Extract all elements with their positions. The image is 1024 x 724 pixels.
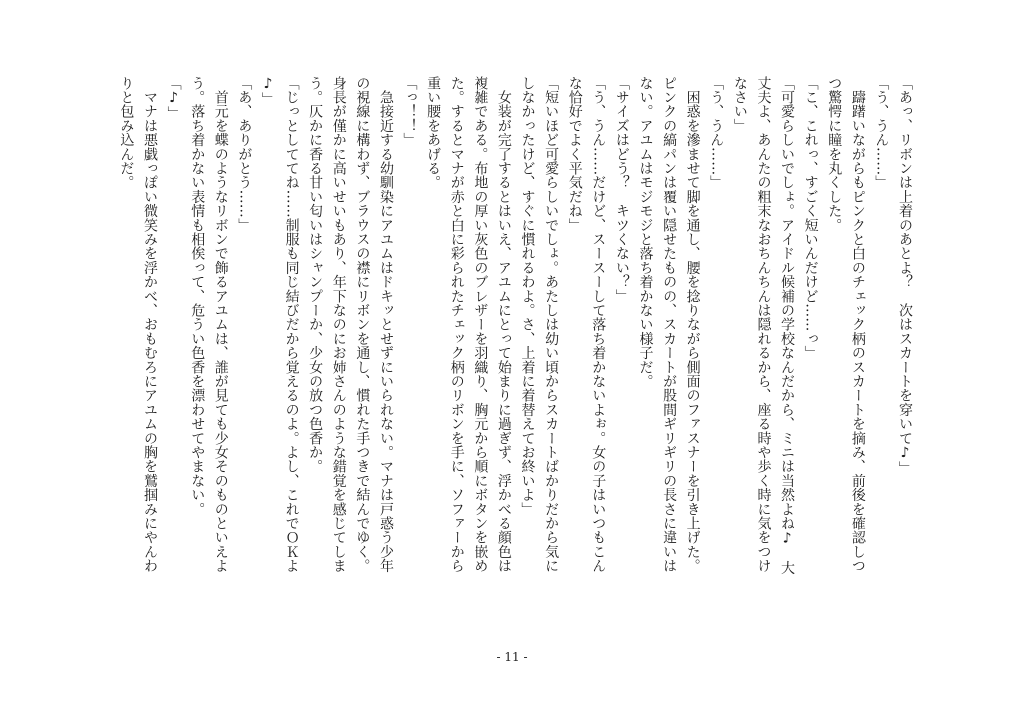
text-line: りと包み込んだ。	[118, 76, 135, 190]
text-line: 「あ、ありがとう……」	[236, 76, 253, 233]
text-line: の視線に構わず、ブラウスの襟にリボンを通し、慣れた手つきで結んでゆく。	[354, 76, 371, 573]
text-line: 「あっ、リボンは上着のあとよ？ 次はスカートを穿いて♪」	[897, 76, 913, 476]
text-line: 「こ、これっ、すごく短いんだけど……っ」	[802, 76, 819, 360]
text-line: 躊躇いながらもピンクと白のチェック柄のスカートを摘み、前後を確認しつ	[849, 76, 866, 573]
text-line: ない。アユムはモジモジと落ち着かない様子だ。	[637, 76, 654, 389]
text-line: 丈夫よ、あんたの粗末なおちんちんは隠れるから、座る時や歩く時に気をつけ	[755, 76, 772, 573]
text-line: た。するとマナが赤と白に彩られたチェック柄のリボンを手に、ソファーから	[448, 76, 465, 573]
text-line: しなかったけど、すぐに慣れるわよ。さ、上着に着替えてお終いよ」	[519, 76, 536, 517]
text-line: なさい」	[731, 76, 748, 133]
text-line: 複雑である。布地の厚い灰色のブレザーを羽織り、胸元から順にボタンを嵌め	[472, 76, 489, 573]
text-line: 身長が僅かに高いせいもあり、年下なのにお姉さんのような錯覚を感じてしま	[330, 76, 347, 573]
text-line: つ驚愕に瞳を丸くした。	[826, 76, 843, 233]
page-number: - 11 -	[496, 650, 528, 664]
text-line: 「可愛らしいでしょ。アイドル候補の学校なんだから、ミニは当然よね♪ 大	[779, 76, 796, 575]
text-line: 首元を蝶のようなリボンで飾るアユムは、誰が見ても少女そのものといえよ	[212, 76, 229, 573]
text-line: ♪」	[259, 76, 276, 107]
text-line: 「っ！！」	[401, 76, 418, 147]
text-line: ピンクの縞パンは覆い隠せたものの、スカートが股間ギリギリの長さに違いは	[661, 76, 678, 573]
text-line: 「サイズはどう？ キツくない？」	[613, 76, 630, 304]
text-line: う。仄かに香る甘い匂いはシャンプーか、少女の放つ色香か。	[307, 76, 324, 474]
text-line: な恰好でよく平気だね」	[566, 76, 583, 233]
text-line: 困惑を滲ませて脚を通し、腰を捻りながら側面のファスナーを引き上げた。	[684, 76, 701, 573]
text-line: 「う、うん……」	[708, 76, 725, 190]
text-line: 急接近する幼馴染にアユムはドキッとせずにいられない。マナは戸惑う少年	[377, 76, 394, 573]
text-line: 「♪」	[165, 76, 182, 121]
text-line: 「短いほど可愛らしいでしょ。あたしは幼い頃からスカートばかりだから気に	[543, 76, 560, 573]
vertical-text-body	[116, 76, 916, 636]
text-line: 「う、うん……だけど、スースーして落ち着かないよぉ。女の子はいつもこん	[590, 76, 607, 573]
text-line: 女装が完了するとはいえ、アユムにとって始まりに過ぎず、浮かべる顔色は	[495, 76, 512, 573]
text-line: 「う、うん……」	[873, 76, 890, 190]
text-line: う。落ち着かない表情も相俟って、危うい色香を漂わせてやまない。	[189, 76, 206, 517]
text-line: 重い腰をあげる。	[425, 76, 442, 190]
text-line: 「じっとしててね……制服も同じ結びだから覚えるのよ。よし、これでＯＫよ	[283, 76, 300, 573]
text-line: マナは悪戯っぽい微笑みを浮かべ、おもむろにアユムの胸を鷲掴みにやんわ	[142, 76, 158, 573]
